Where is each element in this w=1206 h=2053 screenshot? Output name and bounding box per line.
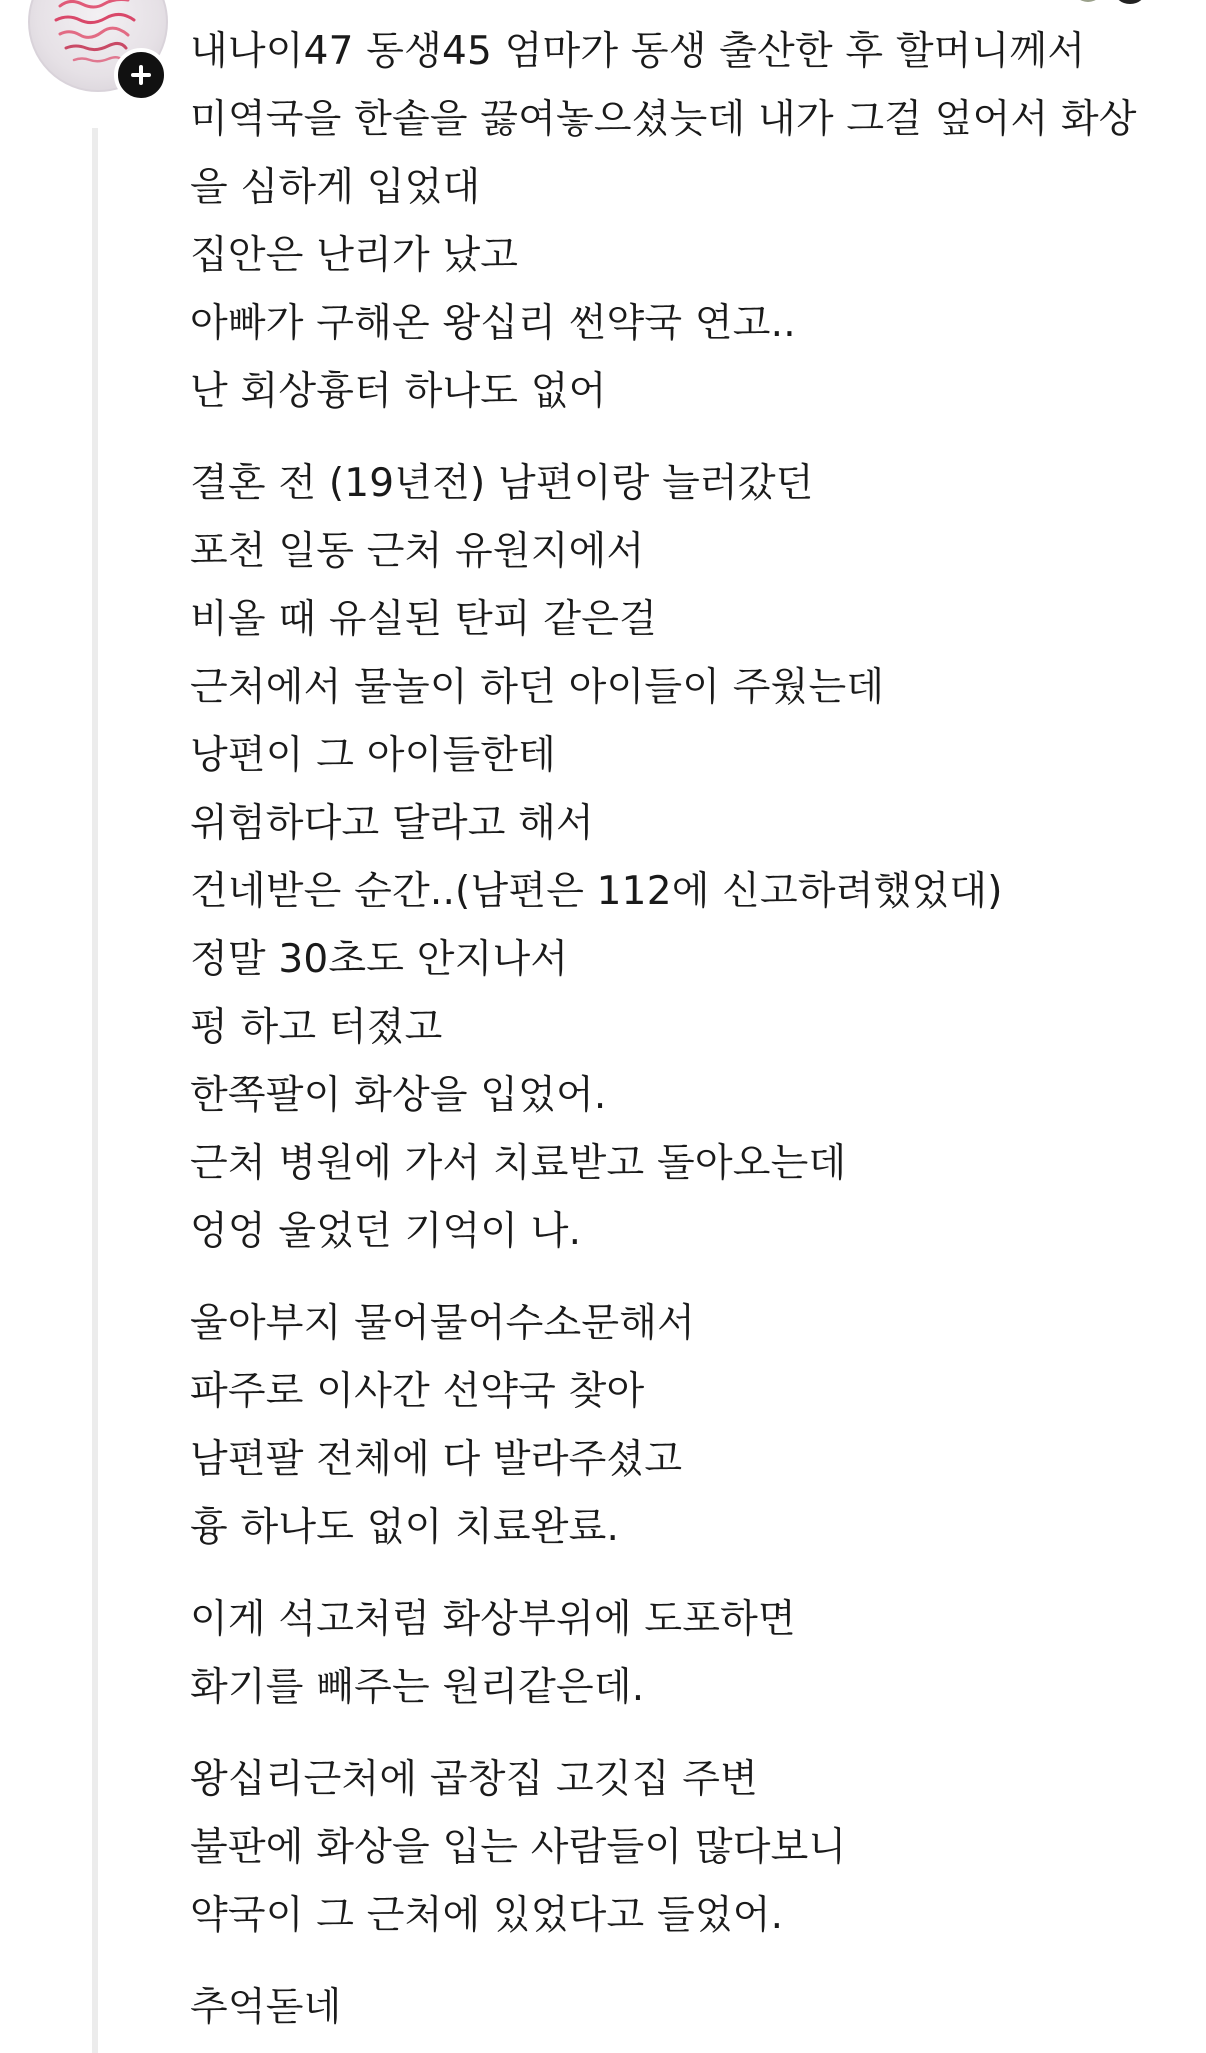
follow-button[interactable] <box>114 48 168 102</box>
comment-line: 위험하다고 달라고 해서 <box>190 801 594 846</box>
comment-line: 집안은 난리가 났고 <box>190 233 519 278</box>
comment-line: 비올 때 유실된 탄피 같은걸 <box>190 597 658 642</box>
comment-line: 포천 일동 근처 유원지에서 <box>190 529 645 574</box>
comment-line: 아빠가 구해온 왕십리 썬약국 연고.. <box>190 301 796 346</box>
comment-line: 흉 하나도 없이 치료완료. <box>190 1505 620 1550</box>
comment-line: 건네받은 순간..(남편은 112에 신고하려했었대) <box>190 869 1003 914</box>
paragraph <box>190 1974 1190 2042</box>
comment-line: 화기를 빼주는 원리같은데. <box>190 1665 645 1710</box>
comment-line: 파주로 이사간 선약국 찾아 <box>190 1369 645 1414</box>
comment-line: 엉엉 울었던 기억이 나. <box>190 1209 582 1254</box>
comment-line: 울아부지 물어물어수소문해서 <box>190 1301 695 1346</box>
comment-line: 불판에 화상을 입는 사람들이 많다보니 <box>190 1825 847 1870</box>
paragraph <box>190 1746 1190 1950</box>
comment-line: 정말 30초도 안지나서 <box>190 937 569 982</box>
paragraph <box>190 450 1190 1266</box>
comment-line: 추억돋네 <box>190 1985 342 2030</box>
comment-line: 미역국을 한솥을 끓여놓으셨늣데 내가 그걸 엎어서 화상 <box>190 97 1137 142</box>
thread-line <box>92 128 98 2053</box>
paragraph <box>190 1290 1190 1562</box>
plus-icon <box>129 63 153 87</box>
paragraph <box>190 18 1190 426</box>
comment-line: 왕십리근처에 곱창집 고깃집 주변 <box>190 1757 759 1802</box>
comment-line: 약국이 그 근처에 있었다고 들었어. <box>190 1893 784 1938</box>
comment-body <box>190 18 1190 2042</box>
comment-line: 난 회상흉터 하나도 없어 <box>190 369 607 414</box>
comment-line: 펑 하고 터졌고 <box>190 1005 443 1050</box>
comment-line: 을 심하게 입었대 <box>190 165 481 210</box>
comment-line: 결혼 전 (19년전) 남편이랑 늘러갔던 <box>190 461 814 506</box>
comment-line: 내나이47 동생45 엄마가 동생 출산한 후 할머니께서 <box>190 29 1086 74</box>
comment-line: 낭편이 그 아이들한테 <box>190 733 557 778</box>
comment-line: 근처 병원에 가서 치료받고 돌아오는데 <box>190 1141 847 1186</box>
comment-line: 근처에서 물놀이 하던 아이들이 주웠는데 <box>190 665 885 710</box>
comment-line: 이게 석고처럼 화상부위에 도포하면 <box>190 1597 796 1642</box>
comment-line: 남편팔 전체에 다 발라주셨고 <box>190 1437 683 1482</box>
comment-line: 한쪽팔이 화상을 입었어. <box>190 1073 607 1118</box>
paragraph <box>190 1586 1190 1722</box>
reaction-icons[interactable] <box>1030 0 1150 8</box>
